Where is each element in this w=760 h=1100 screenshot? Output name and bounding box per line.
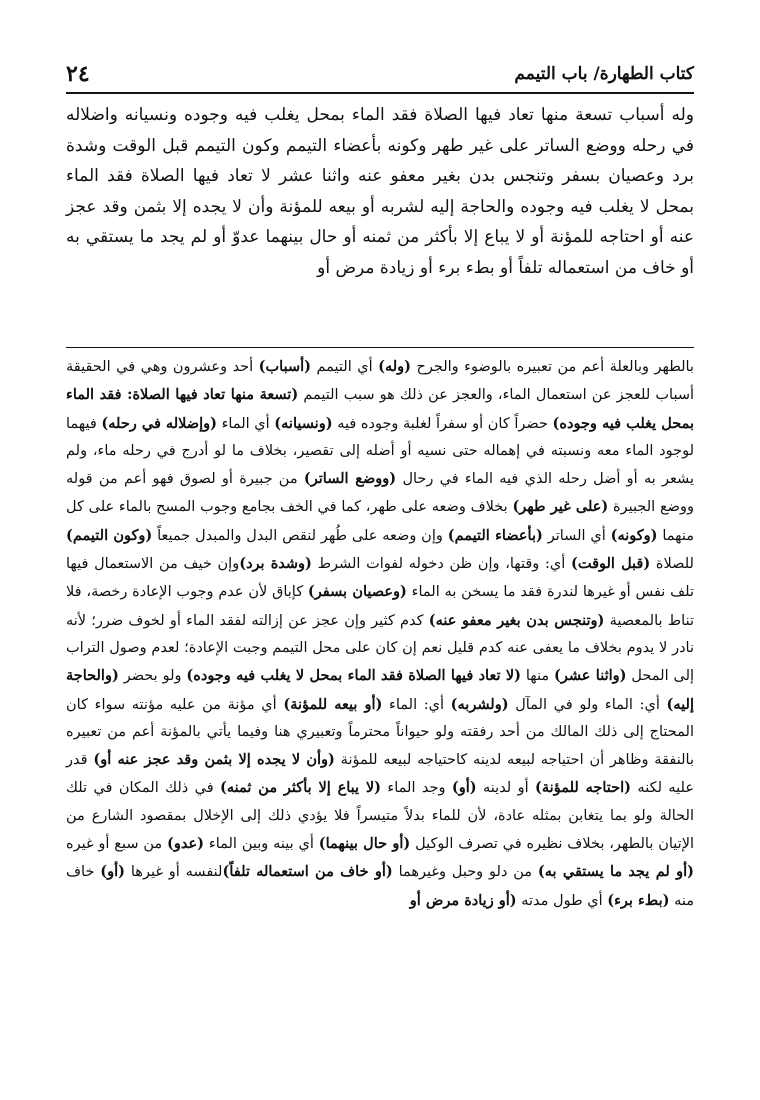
commentary-quoted-text: (أو حال بينهما) [318,835,411,853]
commentary-quoted-text: (أو بيعه للمؤنة) [283,695,383,713]
page-header [66,58,694,90]
commentary-text: من جبيرة أو لصوق فهو أعم من قوله ووضع الجبيرة [66,471,694,516]
commentary-quoted-text: (بأعضاء التيمم) [447,526,543,544]
main-text [66,100,694,283]
commentary-text: خاف منه [66,864,694,909]
commentary-text: أي: الماء ولو في المآل [508,696,667,713]
commentary-quoted-text: (عدو) [167,835,205,853]
commentary-quoted-text: (وكون التيمم) [66,526,153,544]
commentary-text: أي مؤنة من عليه مؤنته سواء كان المحتاج إلى ذلك المالك من أحد رفقته ولو حيواناً محترماً وتعبيري هنا وفيما يأتي بالمؤنة أعم من تعبيره بالنفقة وظاهر أن احتياجه لبيعه لدينه كاحتياجه لبيعه للمؤنة [66,696,694,769]
commentary-quoted-text: (أو لم يجد ما يستقي به) [537,863,694,881]
commentary-separator-rule [66,347,694,348]
commentary-text: ولو بحضر [118,668,187,685]
commentary-quoted-text: (وشدة برد) [239,555,312,573]
commentary-text: أو لدينه [476,780,536,797]
commentary-quoted-text: (على غير طهر) [512,498,609,516]
commentary-text: وإن خيف من الاستعمال فيها تلف نفس أو غيرها لندرة فقد ما يسخن به الماء [66,556,694,601]
commentary-text: لنفسه أو غيرها [125,864,223,881]
commentary-text: بخلاف وضعه على طهر، كما في الخف بجامع وجوب المسح بالماء على كل منهما [66,499,694,544]
main-text-paragraph: وله أسباب تسعة منها تعاد فيها الصلاة فقد الماء بمحل يغلب فيه وجوده ونسيانه واضلاله في رحله ووضع الساتر على غير طهر وكونه بأعضاء التيمم وكون التيمم قبل الوقت وشدة برد وعصيان بسفر وتنجس بدن بغير معفو عنه واثنا عشر لا تعاد فيها الصلاة فقد الماء بمحل لا يغلب فيه وجوده والحاجة إليه لشربه أو بيعه للمؤنة وأن لا يجده إلا بثمن وقد عجز عنه أو احتاجه للمؤنة أو لا يباع إلا بأكثر من ثمنه أو حال بينهما عدوّ أو لم يجد ما يستقي به أو خاف من استعماله تلفاً أو بطء برء أو زيادة مرض أو [66,105,694,278]
commentary-quoted-text: (وله) [378,358,412,375]
commentary-text: أي الساتر [542,527,611,544]
commentary-text: كدم كثير وإن عجز عن إزالته لفقد الماء أو لخوف ضرر؛ لأنه نادر لا يدوم بخلاف ما يعفى عنه كدم قليل نعم إن كان على محل التيمم وجبت الإعادة؛ لعدم وصول التراب إلى المحل [66,612,695,685]
commentary-text: كإباق لأن عدم وجوب الإعادة رخصة، فلا تناط بالمعصية [66,584,694,629]
commentary-quoted-text: (وتنجس بدن بغير معفو عنه) [428,611,605,629]
commentary-paragraph [66,353,694,915]
commentary-quoted-text: (بطء برء) [607,891,670,909]
commentary-text: من دلو وحبل وغيرهما [392,864,538,881]
commentary-quoted-text: (لا تعاد فيها الصلاة فقد الماء بمحل لا يغلب فيه وجوده) [186,667,521,685]
commentary-text: أي: وقتها، وإن ظن دخوله لفوات الشرط [311,556,571,573]
commentary-quoted-text: (قبل الوقت) [570,555,651,573]
commentary-text: أي الماء [216,415,275,432]
commentary-quoted-text: (أو) [100,863,126,881]
commentary-text: قدر عليه لكنه [66,752,694,797]
commentary-quoted-text: (واثنا عشر) [554,667,627,685]
commentary-text: بالطهر وبالعلة أعم من تعبيره بالوضوء والجرح [411,359,694,375]
page-number: ٢٤ [66,61,90,87]
commentary-quoted-text: (وعصيان بسفر) [307,583,407,601]
commentary-text: من سبع أو غيره [66,836,168,853]
commentary-text: للصلاة [650,556,694,573]
commentary-quoted-text: (أو) [451,779,477,797]
commentary-text: منها [520,668,555,685]
commentary-quoted-text: (تسعة منها تعاد فيها الصلاة: فقد الماء بمحل يغلب فيه وجوده) [66,386,694,432]
commentary-text: حضراً كان أو سفراً لغلبة وجوده فيه [332,415,553,432]
commentary-text: أحد وعشرون وهي في الحقيقة أسباب للعجز عن استعمال الماء، والعجز عن ذلك هو سبب التيمم [66,359,695,404]
commentary-quoted-text: (أسباب) [258,358,312,375]
commentary-text: أي التيمم [311,359,379,375]
commentary-quoted-text: (ونسيانه) [274,414,333,432]
header-rule [66,92,694,94]
commentary-quoted-text: (وإضلاله في رحله) [101,414,217,432]
commentary-quoted-text: (وأن لا يجده إلا بثمن وقد عجز عنه أو) [93,751,335,769]
commentary-quoted-text: (احتاجه للمؤنة) [535,779,632,797]
commentary-text: وإن وضعه على طُهر لنقص البدل والمبدل جميعاً [152,527,448,544]
commentary [66,353,694,915]
commentary-quoted-text: (ولشربه) [450,695,509,713]
commentary-text: فيهما لوجود الماء معه ونسبته في إهماله حتى نسيه أو أضله إلى تقصير، بخلاف ما لو أدرج في رحله ماء، ولم يشعر به أو أضل رحله الذي فيه الماء في رحال [66,415,695,488]
commentary-quoted-text: (أو زيادة مرض أو [409,891,517,909]
commentary-text: أي بينه وبين الماء [204,836,319,853]
commentary-quoted-text: (ووضع الساتر) [303,470,397,488]
commentary-quoted-text: (أو خاف من استعماله تلفاً) [222,863,393,881]
commentary-text: في ذلك المكان في تلك الحالة ولو بما يتغابن بمثله عادة، لأن للماء بدلاً متيسراً فلا يؤدي ذلك إلى الإخلال بمقصود الشارع من الإتيان بالطهر، بخلاف نظيره في تصرف الوكيل [66,780,694,853]
commentary-text: أي: الماء [382,696,451,713]
commentary-quoted-text: (وكونه) [610,526,658,544]
commentary-quoted-text: (لا يباع إلا بأكثر من ثمنه) [220,779,382,797]
commentary-text: أي طول مدته [516,892,608,909]
running-title: كتاب الطهارة/ باب التيمم [514,64,694,84]
commentary-quoted-text: (والحاجة إليه) [66,667,695,713]
commentary-text: وجد الماء [381,780,452,797]
